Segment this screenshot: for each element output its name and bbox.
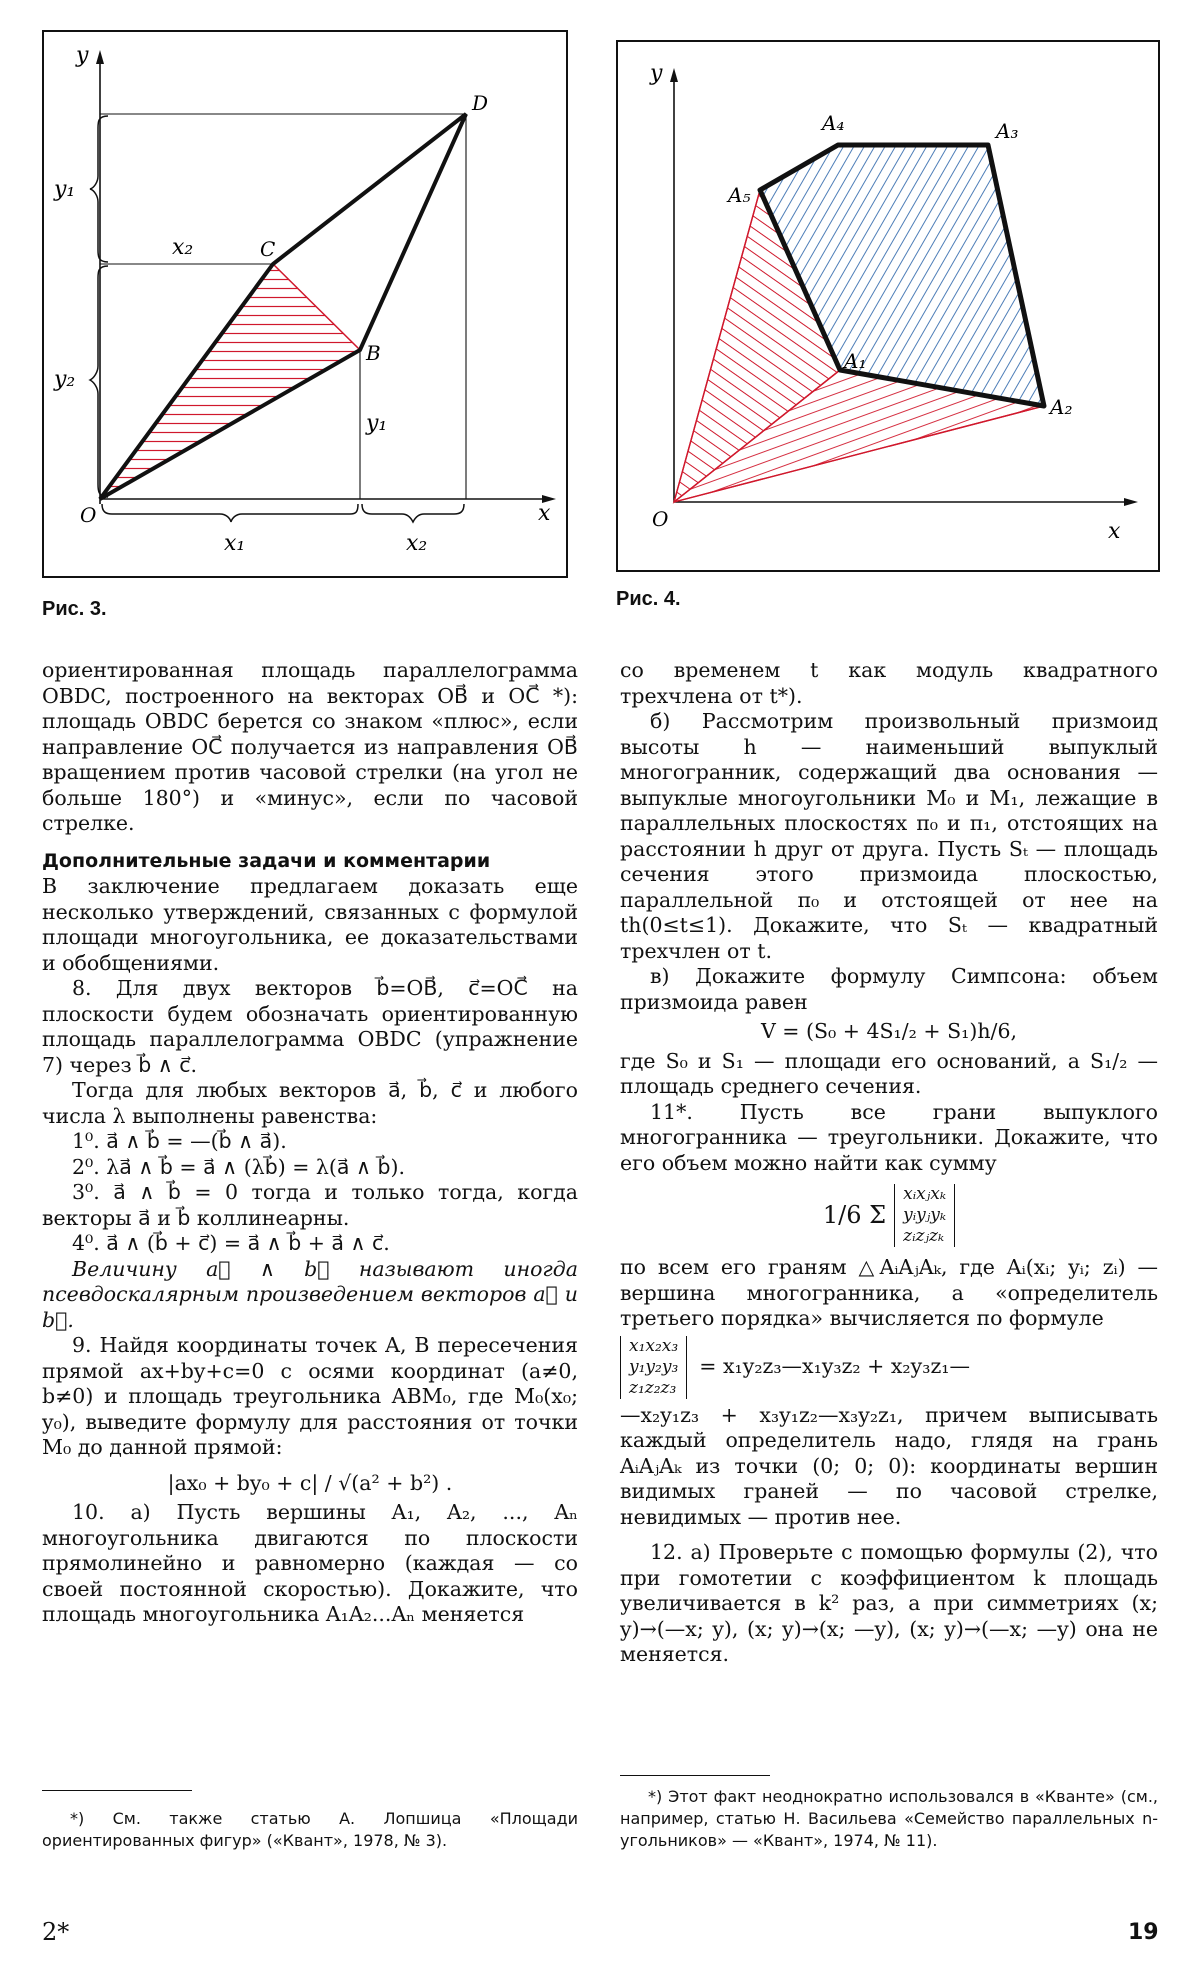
problem-8: 8. Для двух векторов b⃗=OB⃗, c⃗=OC⃗ на плоскости будем обозначать ориентированную площадь параллелограмма OBDC (упражнение 7) через b⃗ ∧ c⃗. [42, 976, 578, 1077]
page-number: 19 [1128, 1920, 1159, 1945]
figure-4 [616, 40, 1160, 572]
section-heading: Дополнительные задачи и комментарии [42, 849, 491, 872]
y-axis-arrow [96, 50, 104, 64]
left-p2: В заключение предлагаем доказать еще несколько утверждений, связанных с формулой площади многоугольника, ее доказательствами и обобщениями. [42, 874, 578, 975]
footnote-right [620, 1786, 1158, 1852]
footnote-left-text: *) См. также статью А. Лопшица «Площади ориентированных фигур» («Квант», 1978, № 3). [42, 1809, 578, 1850]
problem-10: 10. а) Пусть вершины A₁, A₂, ..., Aₙ многоугольника двигаются по плоскости прямолинейно и равномерно (каждая — со своей постоянной скоростью). Докажите, что площадь многоугольника A₁A₂...Aₙ меняется [42, 1500, 578, 1626]
problem-11: 11*. Пусть все грани выпуклого многогранника — треугольники. Докажите, что его объем можно найти как сумму [620, 1099, 1158, 1175]
brace-x1-bottom [102, 504, 358, 522]
figure-3-drawing [44, 32, 566, 576]
fig4-label-a2: A₂ [1050, 395, 1073, 419]
fig3-label-b: B [366, 341, 381, 365]
determinant-ijk [894, 1184, 955, 1247]
footnote-left [42, 1808, 578, 1852]
det2-row-2: y₁y₂y₃ [629, 1356, 679, 1377]
figure-4-drawing [618, 42, 1158, 570]
simpson-formula: V = (S₀ + 4S₁/₂ + S₁)h/6, [760, 1019, 1018, 1043]
fig3-label-y2-left: y₂ [54, 367, 76, 392]
det2-row-3: z₁z₂z₃ [629, 1377, 677, 1398]
fig4-label-a4: A₄ [822, 111, 845, 135]
left-p5: Величину a⃗ ∧ b⃗ называют иногда псевдоскалярным произведением векторов a⃗ и b⃗. [42, 1256, 578, 1332]
fig3-label-o: O [80, 503, 97, 527]
footnote-rule-left [42, 1790, 192, 1791]
fig3-label-c: C [260, 237, 276, 261]
fig3-label-y1-inner: y₁ [366, 411, 388, 436]
fig3-label-x1-bottom: x₁ [224, 531, 246, 556]
sum-determinant [620, 1184, 1158, 1247]
left-p1: ориентированная площадь параллелограмма OBDC, построенного на векторах OB⃗ и OC⃗ *): площадь OBDC берется со знаком «плюс», если направление OC⃗ получается из направления OB⃗ вращением против часовой стрелки (на угол не больше 180°) и «минус», если по часовой стрелке. [42, 658, 578, 835]
right-p4: где S₀ и S₁ — площади его оснований, а S₁/₂ — площадь среднего сечения. [620, 1048, 1158, 1098]
fig3-label-x2-top: x₂ [172, 235, 194, 260]
fig4-label-a1: A₁ [844, 349, 867, 373]
left-p4: Тогда для любых векторов a⃗, b⃗, c⃗ и любого числа λ выполнены равенства: [42, 1078, 578, 1128]
right-p6: по всем его граням △AᵢAⱼAₖ, где Aᵢ(xᵢ; yᵢ; zᵢ) — вершина многогранника, а «определитель третьего порядка» вычисляется по формуле [620, 1255, 1158, 1330]
footnote-right-text: *) Этот факт неоднократно использовался в «Кванте» (см., например, статью Н. Васильева «Семейство параллельных n-угольников» — «Квант», 1974, № 11). [620, 1787, 1158, 1850]
fig4-label-x: x [1108, 519, 1121, 544]
fig4-label-o: O [652, 507, 669, 531]
det-row-3: zᵢzⱼzₖ [903, 1226, 945, 1246]
fig4-label-a5: A₅ [728, 183, 751, 207]
fig3-label-x2-bottom: x₂ [406, 531, 428, 556]
y-axis-arrow [670, 68, 678, 82]
problem-10c: в) Докажите формулу Симпсона: объем призмоида равен [620, 964, 1158, 1014]
fig3-label-d: D [472, 91, 489, 115]
figure-3-caption: Рис. 3. [42, 598, 107, 620]
right-column [620, 658, 1158, 1668]
brace-y1-left [90, 116, 108, 262]
property-3: 3⁰. a⃗ ∧ b⃗ = 0 тогда и только тогда, когда векторы a⃗ и b⃗ коллинеарны. [42, 1180, 578, 1230]
figure-4-caption: Рис. 4. [616, 588, 681, 610]
right-p7: —x₂y₁z₃ + x₃y₁z₂—x₃y₂z₁, причем выписывать каждый определитель надо, глядя на грань AᵢAⱼAₖ из точки (0; 0; 0): координаты вершин видимых граней — по часовой стрелке, невидимых — против нее. [620, 1402, 1158, 1529]
problem-9: 9. Найдя координаты точек A, B пересечения прямой ax+by+c=0 с осями координат (a≠0, b≠0) и площадь треугольника ABM₀, где M₀(x₀; y₀), выведите формулу для расстояния от точки M₀ до данной прямой: [42, 1333, 578, 1459]
left-column [42, 658, 578, 1628]
brace-y2-left [90, 266, 108, 497]
determinant-formula [620, 1336, 1158, 1399]
property-2: 2⁰. λa⃗ ∧ b⃗ = a⃗ ∧ (λb⃗) = λ(a⃗ ∧ b⃗). [72, 1154, 406, 1179]
fig3-label-y: y [76, 43, 89, 68]
property-1: 1⁰. a⃗ ∧ b⃗ = —(b⃗ ∧ a⃗). [72, 1129, 287, 1153]
fig4-label-a3: A₃ [996, 119, 1019, 143]
fig3-label-x: x [538, 501, 551, 526]
determinant-123 [620, 1336, 687, 1399]
right-p1: со временем t как модуль квадратного трехчлена от t*). [620, 658, 1158, 708]
signature-mark: 2* [42, 1918, 70, 1946]
det2-expansion: = x₁y₂z₃—x₁y₃z₂ + x₂y₃z₁— [699, 1354, 970, 1379]
distance-formula: |ax₀ + by₀ + c| / √(a² + b²) . [167, 1470, 453, 1495]
det-row-1: xᵢxⱼxₖ [903, 1184, 947, 1204]
property-4: 4⁰. a⃗ ∧ (b⃗ + c⃗) = a⃗ ∧ b⃗ + a⃗ ∧ c⃗. [72, 1231, 390, 1255]
problem-10b: б) Рассмотрим произвольный призмоид высоты h — наименьший выпуклый многогранник, содержащий два основания — выпуклые многоугольники M₀ и M₁, лежащие в параллельных плоскостях π₀ и π₁, отстоящих на расстоянии h друг от друга. Пусть Sₜ — площадь сечения этого призмоида плоскостью, параллельной π₀ и отстоящей от нее на th(0≤t≤1). Докажите, что Sₜ — квадратный трехчлен от t. [620, 709, 1158, 963]
brace-x2-bottom [362, 504, 464, 522]
hatched-triangle-obc [100, 264, 360, 499]
det2-row-1: x₁x₂x₃ [629, 1335, 679, 1356]
fig4-label-y: y [650, 61, 663, 86]
fig3-label-y1-left: y₁ [54, 177, 76, 202]
problem-12: 12. а) Проверьте с помощью формулы (2), что при гомотетии с коэффициентом k площадь увеличивается в k² раз, а при симметриях (x; y)→(—x; y), (x; y)→(x; —y), (x; y)→(—x; —y) она не меняется. [620, 1540, 1158, 1666]
sum-prefix: 1/6 Σ [822, 1200, 887, 1229]
figure-3 [42, 30, 568, 578]
x-axis-arrow [1124, 498, 1138, 506]
det-row-2: yᵢyⱼyₖ [903, 1205, 947, 1225]
footnote-rule-right [620, 1775, 770, 1776]
